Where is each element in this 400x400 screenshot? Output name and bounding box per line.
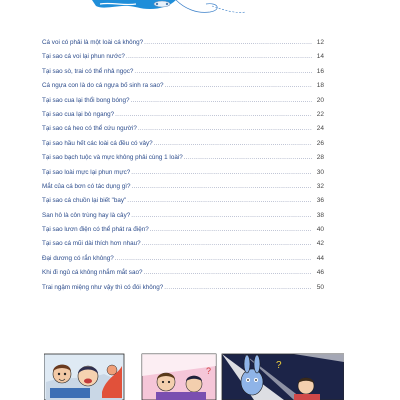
toc-entry-title: Đại dương có rắn không? [42,254,114,262]
toc-entry[interactable] [42,269,324,283]
toc-leader-dots [142,240,312,247]
toc-entry[interactable] [42,226,324,240]
toc-entry[interactable] [42,68,324,82]
svg-text:?: ? [206,366,212,376]
toc-entry-page: 20 [316,96,324,104]
toc-entry-title: Tại sao cua lại thổi bong bóng? [42,96,130,104]
toc-entry-page: 14 [316,53,324,61]
toc-entry[interactable] [42,125,324,139]
toc-entry-page: 40 [316,226,324,234]
toc-entry-title: Tại sao cá mũi dài thích hơn nhau? [42,240,141,248]
toc-entry[interactable] [42,212,324,226]
toc-entry-page: 38 [316,211,324,219]
toc-entry-title: Tại sao hầu hết các loài cá đều có vảy? [42,139,153,147]
table-of-contents [42,39,324,298]
toc-entry[interactable] [42,39,324,53]
toc-entry-title: Mắt của cá bơn có tác dụng gì? [42,182,131,190]
header-banner-illustration [0,0,400,30]
toc-entry[interactable] [42,140,324,154]
toc-entry-page: 22 [316,110,324,118]
toc-entry-page: 16 [316,67,324,75]
toc-entry[interactable] [42,240,324,254]
toc-leader-dots [144,39,312,46]
toc-entry-page: 44 [316,254,324,262]
toc-entry-title: Khi đi ngủ cá không nhắm mắt sao? [42,269,143,277]
toc-entry-title: Cá voi có phải là một loài cá không? [42,39,144,46]
toc-entry[interactable] [42,154,324,168]
toc-leader-dots [143,269,312,276]
toc-entry-title: Tại sao loài mực lại phun mực? [42,168,131,176]
toc-entry[interactable] [42,284,324,298]
toc-entry-title: Tại sao sò, trai có thể nhả ngọc? [42,67,134,75]
toc-entry-title: Tại sao cá voi lại phun nước? [42,53,125,61]
toc-leader-dots [131,97,312,104]
toc-entry-page: 30 [316,168,324,176]
toc-entry-page: 36 [316,197,324,205]
toc-leader-dots [138,125,312,132]
toc-leader-dots [132,183,313,190]
toc-entry-title: San hô là côn trùng hay là cây? [42,211,131,219]
comic-panel-pink [142,354,216,400]
toc-leader-dots [150,226,312,233]
toc-entry[interactable] [42,169,324,183]
toc-entry[interactable] [42,53,324,67]
toc-leader-dots [126,53,312,60]
toc-leader-dots [131,169,312,176]
toc-entry-title: Trai ngậm miệng như vậy thì có đói không? [42,283,164,291]
toc-entry[interactable] [42,97,324,111]
toc-entry-title: Tại sao cá chuồn lại biết "bay" [42,197,127,205]
toc-leader-dots [131,212,312,219]
toc-entry-page: 26 [316,139,324,147]
toc-leader-dots [154,140,312,147]
toc-entry-title: Tại sao cua lại bò ngang? [42,110,115,118]
toc-leader-dots [165,82,312,89]
toc-entry[interactable] [42,255,324,269]
toc-entry[interactable] [42,111,324,125]
toc-entry-page: 28 [316,154,324,162]
toc-entry-page: 50 [316,283,324,291]
toc-entry-page: 24 [316,125,324,133]
toc-leader-dots [184,154,312,161]
toc-leader-dots [115,111,312,118]
toc-entry-title: Cá ngựa con là do cá ngựa bố sinh ra sao? [42,82,164,90]
toc-entry-page: 12 [316,39,324,46]
toc-entry[interactable] [42,183,324,197]
toc-entry-title: Tại sao cá heo có thể cứu người? [42,125,137,133]
toc-entry[interactable] [42,82,324,96]
comic-panel-robot-rabbit [222,354,344,400]
toc-entry-title: Tại sao bạch tuộc và mực không phải cùng 1 loài? [42,154,183,162]
toc-leader-dots [164,284,312,291]
toc-leader-dots [127,197,312,204]
toc-entry-page: 42 [316,240,324,248]
comic-illustration-strip [44,352,344,400]
comic-panel-children [44,354,124,400]
toc-leader-dots [115,255,312,262]
toc-entry-title: Tại sao lươn điện có thể phát ra điện? [42,226,149,234]
svg-text:?: ? [276,360,282,371]
toc-leader-dots [134,68,312,75]
toc-entry-page: 46 [316,269,324,277]
toc-entry-page: 32 [316,182,324,190]
toc-entry[interactable] [42,197,324,211]
toc-entry-page: 18 [316,82,324,90]
